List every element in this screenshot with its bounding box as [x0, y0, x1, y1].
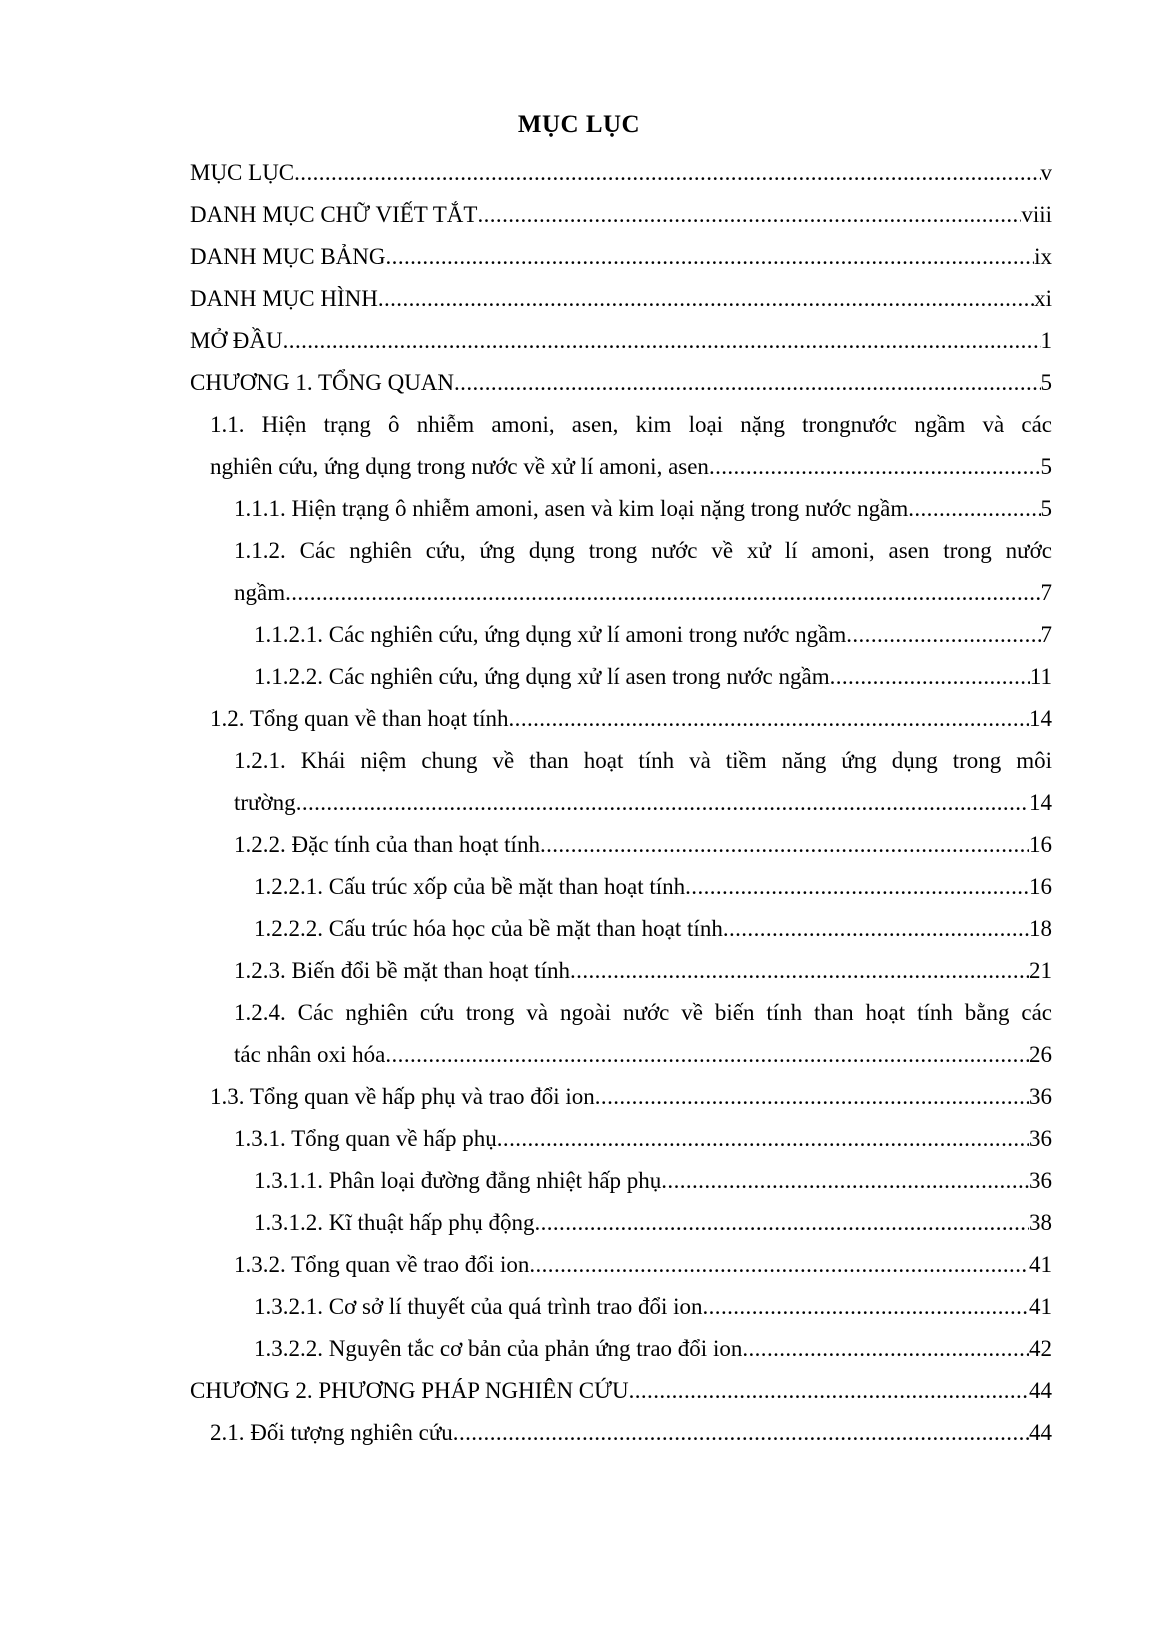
toc-page-number: 1 [1040, 328, 1052, 353]
toc-line [210, 1076, 1052, 1118]
toc-page-number: 14 [1029, 790, 1052, 815]
toc-page-number: 5 [1040, 454, 1052, 479]
toc-line [190, 1370, 1052, 1412]
toc-entry[interactable] [0, 614, 1158, 656]
toc-entry-title: CHƯƠNG 1. TỔNG QUAN [190, 370, 455, 395]
toc-page-number: 26 [1029, 1042, 1052, 1067]
toc-page-number: 7 [1040, 580, 1052, 605]
toc-entry[interactable] [0, 278, 1158, 320]
toc-line [210, 446, 1052, 488]
toc-entry[interactable] [0, 1370, 1158, 1412]
toc-entry-title: MỞ ĐẦU [190, 328, 283, 353]
toc-entry-title: DANH MỤC HÌNH [190, 286, 378, 311]
toc-entry-title: trường [234, 790, 296, 815]
toc-line [190, 236, 1052, 278]
toc-entry-title: 1.2.2.2. Cấu trúc hóa học của bề mặt than hoạt tính [254, 916, 723, 941]
toc-page-number: 5 [1040, 370, 1052, 395]
dot-leader [846, 614, 1040, 656]
toc-entry-title-line: 1.2.4. Các nghiên cứu trong và ngoài nước về biến tính than hoạt tính bằng các [234, 1000, 1052, 1025]
toc-line [254, 1202, 1052, 1244]
toc-entry[interactable] [0, 1202, 1158, 1244]
toc-page-number: 44 [1029, 1378, 1052, 1403]
dot-leader [294, 152, 1040, 194]
toc-entry-title: 1.3.1. Tổng quan về hấp phụ [234, 1126, 497, 1151]
toc-entry[interactable] [0, 236, 1158, 278]
toc-entry-title: 1.3.1.1. Phân loại đường đẳng nhiệt hấp phụ [254, 1168, 662, 1193]
toc-page-number: 42 [1029, 1336, 1052, 1361]
toc-page-number: 36 [1029, 1084, 1052, 1109]
dot-leader [283, 320, 1041, 362]
toc-entry[interactable] [0, 740, 1158, 824]
toc-entry[interactable] [0, 362, 1158, 404]
toc-line [254, 656, 1052, 698]
dot-leader [661, 1160, 1029, 1202]
toc-entry[interactable] [0, 1412, 1158, 1454]
toc-entry-title: nghiên cứu, ứng dụng trong nước về xử lí amoni, asen [210, 454, 709, 479]
toc-page-number: 5 [1040, 496, 1052, 521]
toc-page-number: v [1040, 160, 1052, 185]
dot-leader [703, 1286, 1030, 1328]
toc-entry[interactable] [0, 194, 1158, 236]
toc-entry-title: DANH MỤC CHỮ VIẾT TẮT [190, 202, 478, 227]
dot-leader [378, 278, 1034, 320]
toc-page-number: 36 [1029, 1168, 1052, 1193]
toc-line [234, 572, 1052, 614]
toc-line [254, 1328, 1052, 1370]
toc-page-number: 44 [1029, 1420, 1052, 1445]
dot-leader [570, 950, 1029, 992]
toc-entry[interactable] [0, 908, 1158, 950]
toc-entry-title-line: 1.1.2. Các nghiên cứu, ứng dụng trong nước về xử lí amoni, asen trong nước [234, 538, 1052, 563]
toc-entry[interactable] [0, 404, 1158, 488]
toc-line [254, 1286, 1052, 1328]
table-of-contents [0, 152, 1158, 1454]
dot-leader [709, 446, 1041, 488]
toc-entry-title: 1.1.2.2. Các nghiên cứu, ứng dụng xử lí asen trong nước ngầm [254, 664, 830, 689]
dot-leader [386, 236, 1035, 278]
dot-leader [742, 1328, 1029, 1370]
toc-entry[interactable] [0, 488, 1158, 530]
toc-line [234, 782, 1052, 824]
toc-line [210, 1412, 1052, 1454]
dot-leader [509, 698, 1029, 740]
toc-entry[interactable] [0, 824, 1158, 866]
dot-leader [385, 1034, 1029, 1076]
toc-entry[interactable] [0, 992, 1158, 1076]
toc-page-number: 38 [1029, 1210, 1052, 1235]
toc-entry-title: 1.1.2.1. Các nghiên cứu, ứng dụng xử lí amoni trong nước ngầm [254, 622, 847, 647]
toc-entry[interactable] [0, 1328, 1158, 1370]
toc-page-number: 21 [1029, 958, 1052, 983]
toc-entry-title: 1.2.2.1. Cấu trúc xốp của bề mặt than hoạt tính [254, 874, 686, 899]
toc-page-number: 18 [1029, 916, 1052, 941]
toc-entry-title: DANH MỤC BẢNG [190, 244, 386, 269]
toc-page-number: xi [1034, 286, 1052, 311]
toc-line [234, 824, 1052, 866]
toc-line [254, 866, 1052, 908]
toc-line [254, 908, 1052, 950]
toc-page-number: 41 [1029, 1252, 1052, 1277]
toc-line [234, 488, 1052, 530]
toc-entry[interactable] [0, 320, 1158, 362]
dot-leader [595, 1076, 1029, 1118]
dot-leader [723, 908, 1029, 950]
toc-line [234, 1034, 1052, 1076]
toc-line [190, 362, 1052, 404]
toc-entry-title: 1.2.2. Đặc tính của than hoạt tính [234, 832, 540, 857]
dot-leader [296, 782, 1029, 824]
toc-entry[interactable] [0, 530, 1158, 614]
dot-leader [830, 656, 1030, 698]
toc-page-number: viii [1021, 202, 1052, 227]
toc-entry[interactable] [0, 152, 1158, 194]
dot-leader [285, 572, 1040, 614]
toc-entry-title: 1.3.2.1. Cơ sở lí thuyết của quá trình trao đổi ion [254, 1294, 703, 1319]
toc-entry-title: 1.2. Tổng quan về than hoạt tính [210, 706, 509, 731]
toc-entry[interactable] [0, 1244, 1158, 1286]
toc-entry-title: 1.3.2.2. Nguyên tắc cơ bản của phản ứng trao đổi ion [254, 1336, 743, 1361]
toc-entry-title: ngầm [234, 580, 286, 605]
toc-page-number: 14 [1029, 706, 1052, 731]
dot-leader [685, 866, 1029, 908]
toc-entry[interactable] [0, 1160, 1158, 1202]
dot-leader [453, 1412, 1029, 1454]
page-title: MỤC LỤC [517, 111, 641, 138]
toc-entry-title: tác nhân oxi hóa [234, 1042, 386, 1067]
toc-entry[interactable] [0, 1118, 1158, 1160]
toc-entry-title: 1.3.1.2. Kĩ thuật hấp phụ động [254, 1210, 535, 1235]
toc-page-number: 16 [1029, 832, 1052, 857]
toc-page-number: 7 [1040, 622, 1052, 647]
toc-page-number: 36 [1029, 1126, 1052, 1151]
toc-line [234, 1118, 1052, 1160]
toc-entry-title: MỤC LỤC [190, 160, 295, 185]
dot-leader [477, 194, 1021, 236]
toc-page-number: ix [1034, 244, 1052, 269]
dot-leader [534, 1202, 1029, 1244]
dot-leader [629, 1370, 1029, 1412]
toc-line [190, 320, 1052, 362]
toc-entry[interactable] [0, 1286, 1158, 1328]
toc-entry-title: 1.2.3. Biến đổi bề mặt than hoạt tính [234, 958, 571, 983]
toc-line [190, 194, 1052, 236]
toc-entry-title-line: 1.1. Hiện trạng ô nhiễm amoni, asen, kim loại nặng trongnước ngầm và các [210, 412, 1052, 437]
dot-leader [454, 362, 1040, 404]
toc-entry[interactable] [0, 656, 1158, 698]
toc-line [190, 152, 1052, 194]
toc-page-number: 41 [1029, 1294, 1052, 1319]
toc-line [210, 698, 1052, 740]
dot-leader [908, 488, 1040, 530]
toc-line [234, 1244, 1052, 1286]
toc-entry[interactable] [0, 866, 1158, 908]
toc-entry[interactable] [0, 950, 1158, 992]
toc-line [234, 950, 1052, 992]
toc-page-number: 11 [1029, 664, 1052, 689]
toc-entry-title: CHƯƠNG 2. PHƯƠNG PHÁP NGHIÊN CỨU [190, 1378, 629, 1403]
toc-entry[interactable] [0, 1076, 1158, 1118]
toc-entry-title: 1.1.1. Hiện trạng ô nhiễm amoni, asen và kim loại nặng trong nước ngầm [234, 496, 909, 521]
toc-entry-title: 1.3. Tổng quan về hấp phụ và trao đổi ion [210, 1084, 595, 1109]
toc-entry-title: 1.3.2. Tổng quan về trao đổi ion [234, 1252, 530, 1277]
toc-line [254, 614, 1052, 656]
toc-page-number: 16 [1029, 874, 1052, 899]
toc-entry-title-line: 1.2.1. Khái niệm chung về than hoạt tính và tiềm năng ứng dụng trong môi [234, 748, 1052, 773]
toc-entry[interactable] [0, 698, 1158, 740]
toc-line [254, 1160, 1052, 1202]
dot-leader [529, 1244, 1029, 1286]
toc-entry-title: 2.1. Đối tượng nghiên cứu [210, 1420, 453, 1445]
dot-leader [497, 1118, 1029, 1160]
toc-line [190, 278, 1052, 320]
dot-leader [540, 824, 1029, 866]
